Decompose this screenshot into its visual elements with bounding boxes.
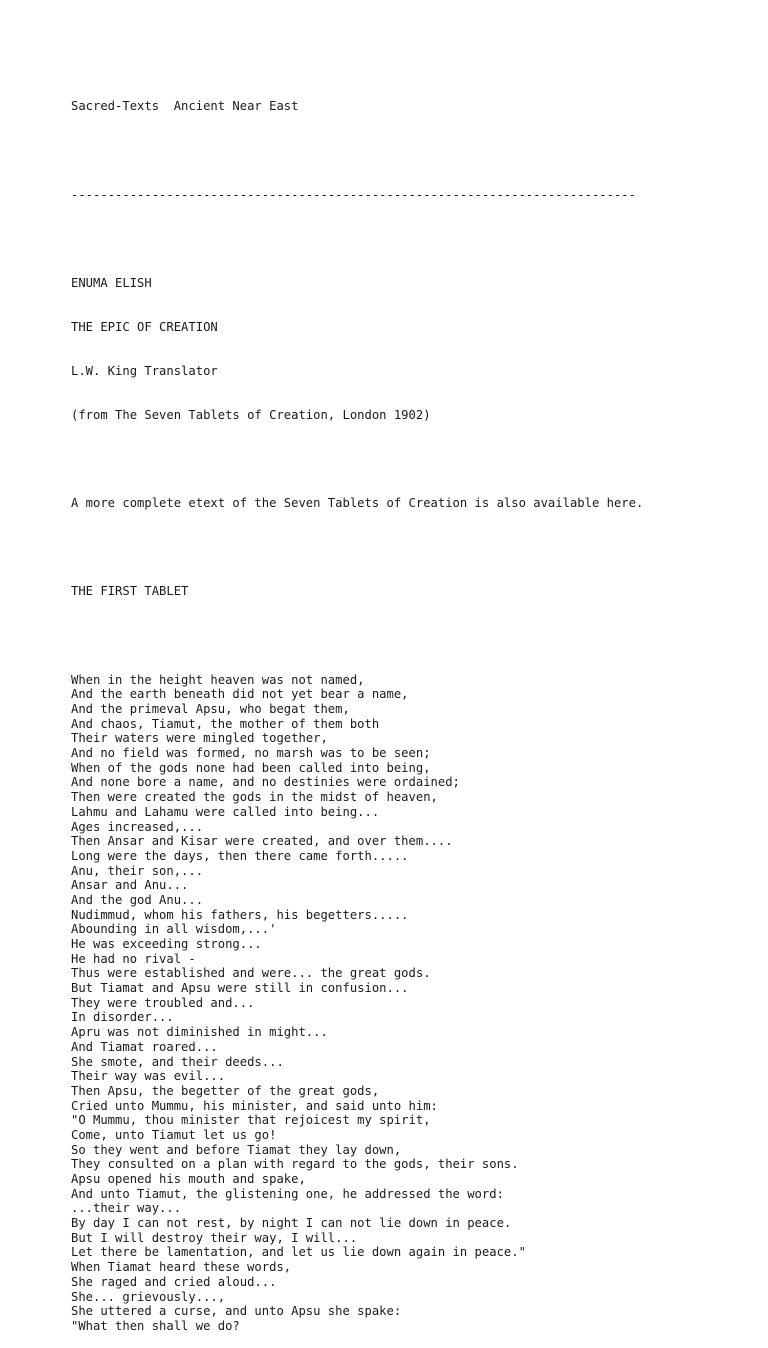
verse-line: They were troubled and... [71, 995, 255, 1010]
verse-line: So they went and before Tiamat they lay down, [71, 1142, 402, 1157]
verse-line: And the earth beneath did not yet bear a name, [71, 687, 409, 702]
document-subtitle: THE EPIC OF CREATION [71, 319, 218, 334]
verse-line: Let there be lamentation, and let us lie down again in peace." [71, 1245, 526, 1260]
verse-line: Apsu opened his mouth and spake, [71, 1172, 306, 1186]
verse-line: She raged and cried aloud... [71, 1274, 277, 1289]
availability-note: A more complete etext of the Seven Tablets of Creation is also available here. [71, 496, 644, 511]
translator-credit: L.W. King Translator [71, 363, 218, 378]
verse-line: In disorder... [71, 1010, 174, 1025]
verse-line: Anu, their son,... [71, 863, 204, 878]
verse-line: Then Ansar and Kisar were created, and over them.... [71, 834, 453, 849]
verse-line: Come, unto Tiamut let us go! [71, 1127, 277, 1142]
verse-line: And the god Anu... [71, 892, 204, 907]
verse-line: Lahmu and Lahamu were called into being... [71, 804, 380, 819]
verse-line: "What then shall we do? [71, 1318, 240, 1333]
verse-line: She smote, and their deeds... [71, 1054, 284, 1069]
site-breadcrumb: Sacred-Texts Ancient Near East [71, 99, 299, 114]
verse-line: When in the height heaven was not named, [71, 672, 365, 687]
spacer [71, 144, 761, 159]
verse-line: Ansar and Anu... [71, 878, 189, 893]
verse-line: And none bore a name, and no destinies were ordained; [71, 775, 460, 790]
verse-line: Ages increased,... [71, 819, 204, 834]
verse-line: ...their way... [71, 1201, 182, 1216]
verse-line: But Tiamat and Apsu were still in confusion... [71, 981, 409, 996]
verse-line: And the primeval Apsu, who begat them, [71, 702, 350, 716]
verse-line: And chaos, Tiamut, the mother of them both [71, 716, 380, 731]
verse-line: When of the gods none had been called into being, [71, 760, 431, 775]
verse-line: They consulted on a plan with regard to the gods, their sons. [71, 1157, 519, 1172]
verse-line: Their waters were mingled together, [71, 731, 328, 746]
verse-line: Apru was not diminished in might... [71, 1025, 328, 1040]
section-heading: THE FIRST TABLET [71, 584, 189, 599]
document-title: ENUMA ELISH [71, 275, 152, 290]
spacer [71, 629, 761, 644]
horizontal-rule: ----------------------------------------------------------------------------- [71, 187, 636, 202]
verse-line: "O Mummu, thou minister that rejoicest my spirit, [71, 1113, 431, 1128]
verse-line: Cried unto Mummu, his minister, and said unto him: [71, 1098, 438, 1113]
spacer [71, 232, 761, 247]
document-page [71, 70, 761, 1348]
verse-line: Thus were established and were... the great gods. [71, 966, 431, 981]
verse-line: Then Apsu, the begetter of the great gods, [71, 1083, 380, 1098]
verse-line: Then were created the gods in the midst of heaven, [71, 790, 438, 805]
verse-line: And no field was formed, no marsh was to be seen; [71, 746, 431, 761]
verse-line: Nudimmud, whom his fathers, his begetters..... [71, 907, 409, 922]
spacer [71, 452, 761, 467]
verse-line: She... grievously..., [71, 1289, 226, 1304]
verse-line: He was exceeding strong... [71, 937, 262, 951]
verse-line: By day I can not rest, by night I can not lie down in peace. [71, 1216, 512, 1231]
verse-line: She uttered a curse, and unto Apsu she spake: [71, 1304, 402, 1319]
verse-line: But I will destroy their way, I will... [71, 1230, 358, 1245]
verse-line: He had no rival - [71, 951, 196, 966]
verse-line: When Tiamat heard these words, [71, 1260, 292, 1275]
verse-line: Their way was evil... [71, 1069, 226, 1084]
spacer [71, 540, 761, 555]
verse-line: Abounding in all wisdom,...' [71, 922, 277, 937]
verse-line: Long were the days, then there came forth..... [71, 848, 409, 863]
source-citation: (from The Seven Tablets of Creation, London 1902) [71, 408, 431, 423]
verse-line: And Tiamat roared... [71, 1039, 218, 1054]
verse-block [71, 673, 761, 1334]
verse-line: And unto Tiamut, the glistening one, he addressed the word: [71, 1186, 504, 1201]
